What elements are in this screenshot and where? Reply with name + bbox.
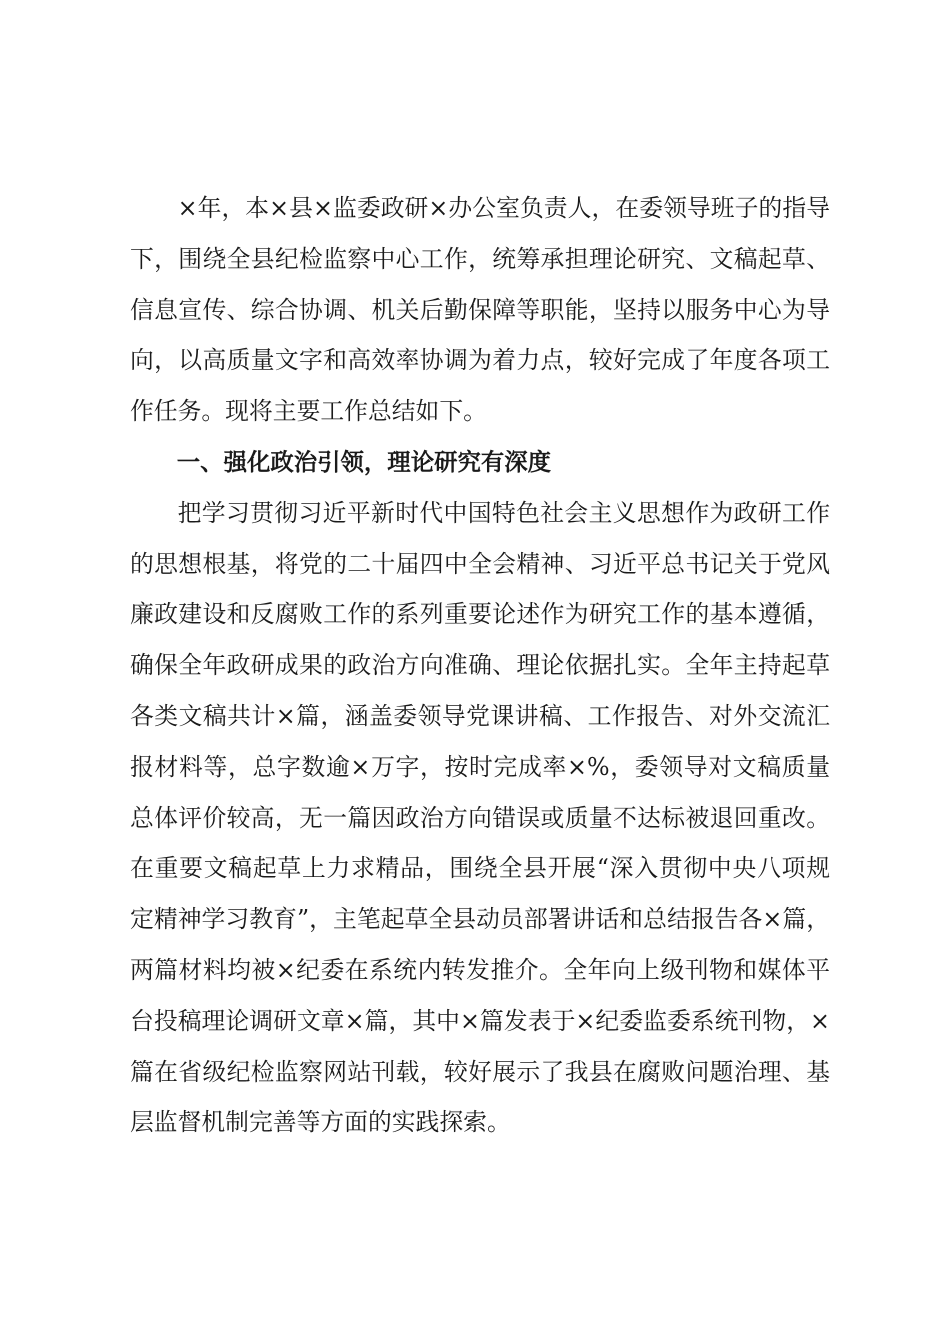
document-page [130,183,830,1148]
section-heading: 一、强化政治引领，理论研究有深度 [176,447,552,476]
section-body-paragraph: 把学习贯彻习近平新时代中国特色社会主义思想作为政研工作的思想根基，将党的二十届四中全会精神、习近平总书记关于党风廉政建设和反腐败工作的系列重要论述作为研究工作的基本遵循，确保全年政研成果的政治方向准确、理论依据扎实。全年主持起草各类文稿共计×篇，涵盖委领导党课讲稿、工作报告、对外交流汇报材料等，总字数逾×万字，按时完成率×%，委领导对文稿质量总体评价较高，无一篇因政治方向错误或质量不达标被退回重改。在重要文稿起草上力求精品，围绕全县开展“深入贯彻中央八项规定精神学习教育”，主笔起草全县动员部署讲话和总结报告各×篇，两篇材料均被×纪委在系统内转发推介。全年向上级刊物和媒体平台投稿理论调研文章×篇，其中×篇发表于×纪委监委系统刊物，×篇在省级纪检监察网站刊载，较好展示了我县在腐败问题治理、基层监督机制完善等方面的实践探索。 [130,498,830,1137]
intro-paragraph: ×年，本×县×监委政研×办公室负责人，在委领导班子的指导下，围绕全县纪检监察中心工作，统筹承担理论研究、文稿起草、信息宣传、综合协调、机关后勤保障等职能，坚持以服务中心为导向，以高质量文字和高效率协调为着力点，较好完成了年度各项工作任务。现将主要工作总结如下。 [130,194,830,426]
